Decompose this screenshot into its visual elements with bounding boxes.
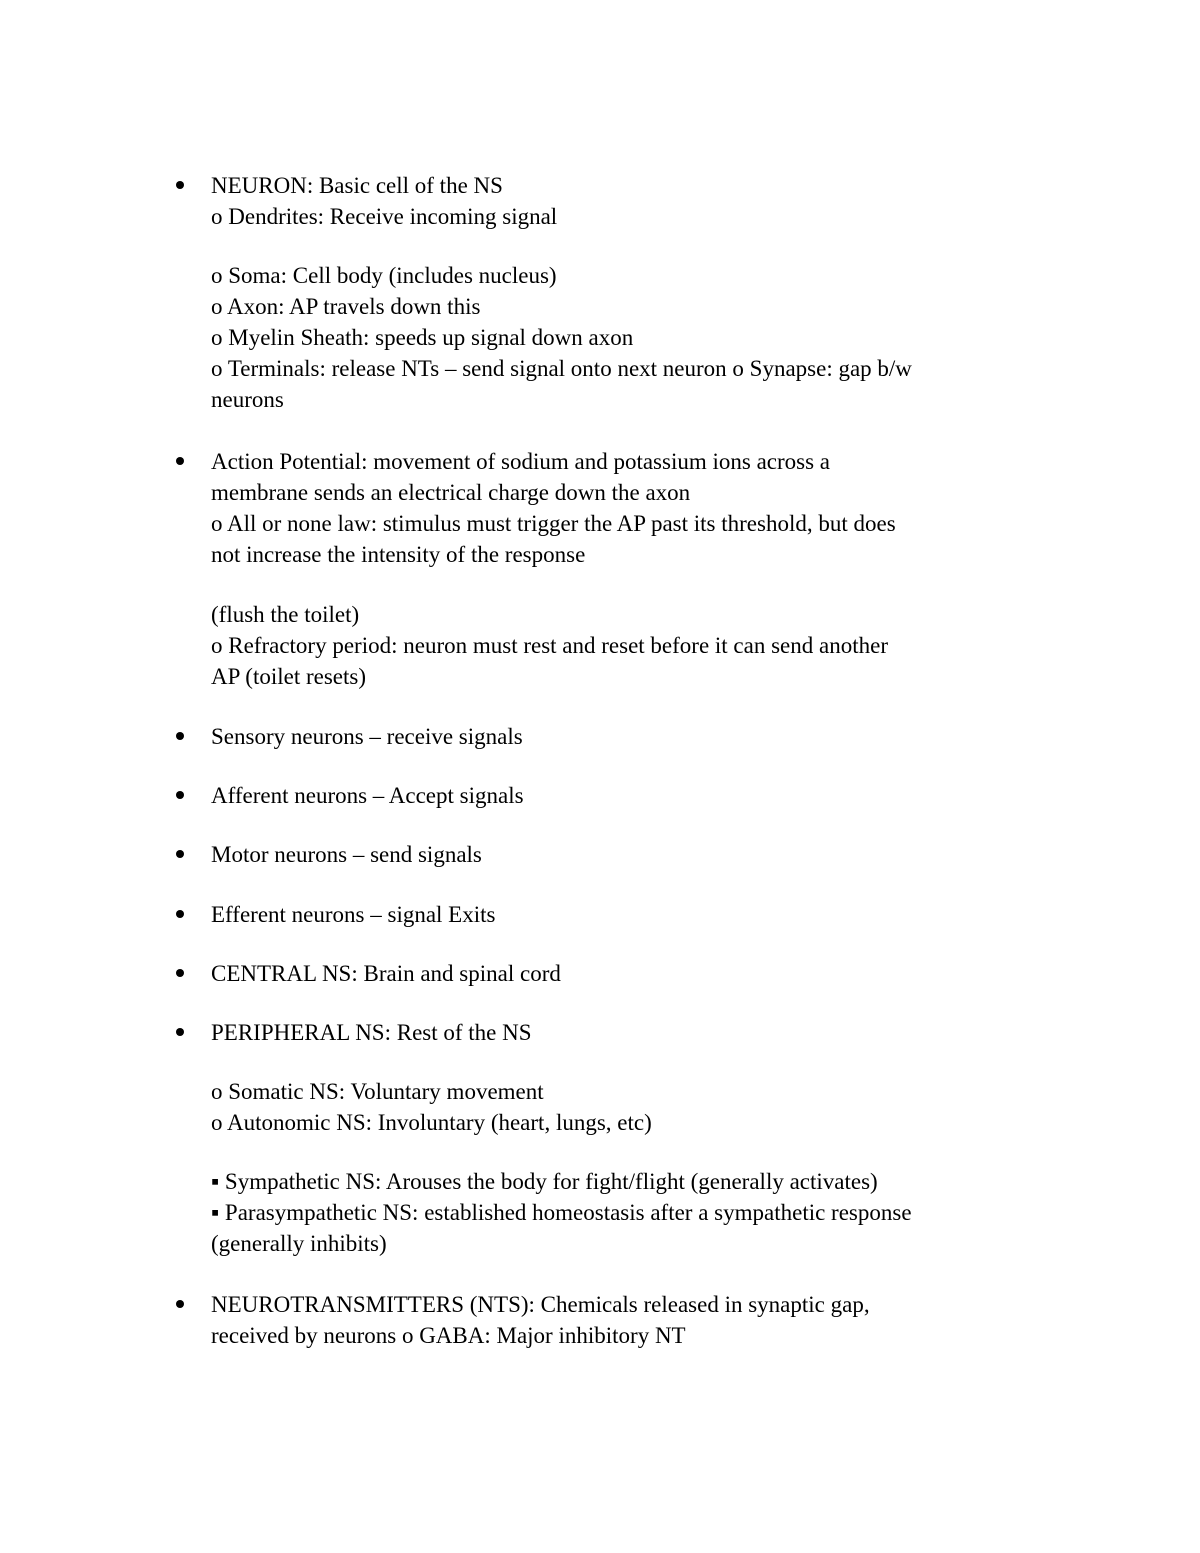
text-line: o All or none law: stimulus must trigger the AP past its threshold, but does: [211, 511, 896, 536]
bullet-icon: [176, 850, 184, 858]
bullet-icon: [176, 910, 184, 918]
list-item-subgroup: [211, 1076, 1071, 1138]
text-line: ▪ Parasympathetic NS: established homeostasis after a sympathetic response: [211, 1200, 912, 1225]
text-line: o Soma: Cell body (includes nucleus): [211, 263, 557, 288]
bullet-icon: [176, 969, 184, 977]
text-line: Afferent neurons – Accept signals: [211, 783, 524, 808]
list-item-subgroup: [211, 1166, 1071, 1259]
text-line: (generally inhibits): [211, 1231, 387, 1256]
list-item: [211, 780, 1071, 811]
list-item: [211, 1017, 1071, 1048]
text-line: received by neurons o GABA: Major inhibitory NT: [211, 1323, 686, 1348]
text-line: Action Potential: movement of sodium and potassium ions across a: [211, 449, 831, 474]
text-line: o Axon: AP travels down this: [211, 294, 481, 319]
bullet-icon: [176, 1028, 184, 1036]
text-line: not increase the intensity of the response: [211, 542, 586, 567]
text-line: PERIPHERAL NS: Rest of the NS: [211, 1020, 532, 1045]
list-item: [211, 1289, 1071, 1351]
list-item: [211, 170, 1071, 232]
bullet-icon: [176, 1300, 184, 1308]
bullet-icon: [176, 791, 184, 799]
text-line: o Terminals: release NTs – send signal onto next neuron o Synapse: gap b/w: [211, 356, 912, 381]
list-item: [211, 446, 1071, 570]
list-item-subgroup: [211, 599, 1071, 692]
list-item: [211, 839, 1071, 870]
text-line: o Refractory period: neuron must rest and reset before it can send another: [211, 633, 888, 658]
text-line: CENTRAL NS: Brain and spinal cord: [211, 961, 561, 986]
text-line: NEURON: Basic cell of the NS: [211, 173, 503, 198]
list-item: [211, 899, 1071, 930]
text-line: Sensory neurons – receive signals: [211, 724, 523, 749]
text-line: neurons: [211, 387, 284, 412]
text-line: membrane sends an electrical charge down the axon: [211, 480, 691, 505]
text-line: o Somatic NS: Voluntary movement: [211, 1079, 544, 1104]
text-line: NEUROTRANSMITTERS (NTS): Chemicals released in synaptic gap,: [211, 1292, 870, 1317]
bullet-icon: [176, 181, 184, 189]
text-line: Motor neurons – send signals: [211, 842, 482, 867]
list-item: [211, 721, 1071, 752]
text-line: o Dendrites: Receive incoming signal: [211, 204, 558, 229]
bullet-icon: [176, 457, 184, 465]
text-line: Efferent neurons – signal Exits: [211, 902, 496, 927]
text-line: AP (toilet resets): [211, 664, 367, 689]
text-line: ▪ Sympathetic NS: Arouses the body for fight/flight (generally activates): [211, 1169, 878, 1194]
list-item: [211, 958, 1071, 989]
text-line: (flush the toilet): [211, 602, 360, 627]
text-line: o Myelin Sheath: speeds up signal down axon: [211, 325, 634, 350]
list-item-subgroup: [211, 260, 1071, 415]
text-line: o Autonomic NS: Involuntary (heart, lungs, etc): [211, 1110, 652, 1135]
bullet-icon: [176, 732, 184, 740]
